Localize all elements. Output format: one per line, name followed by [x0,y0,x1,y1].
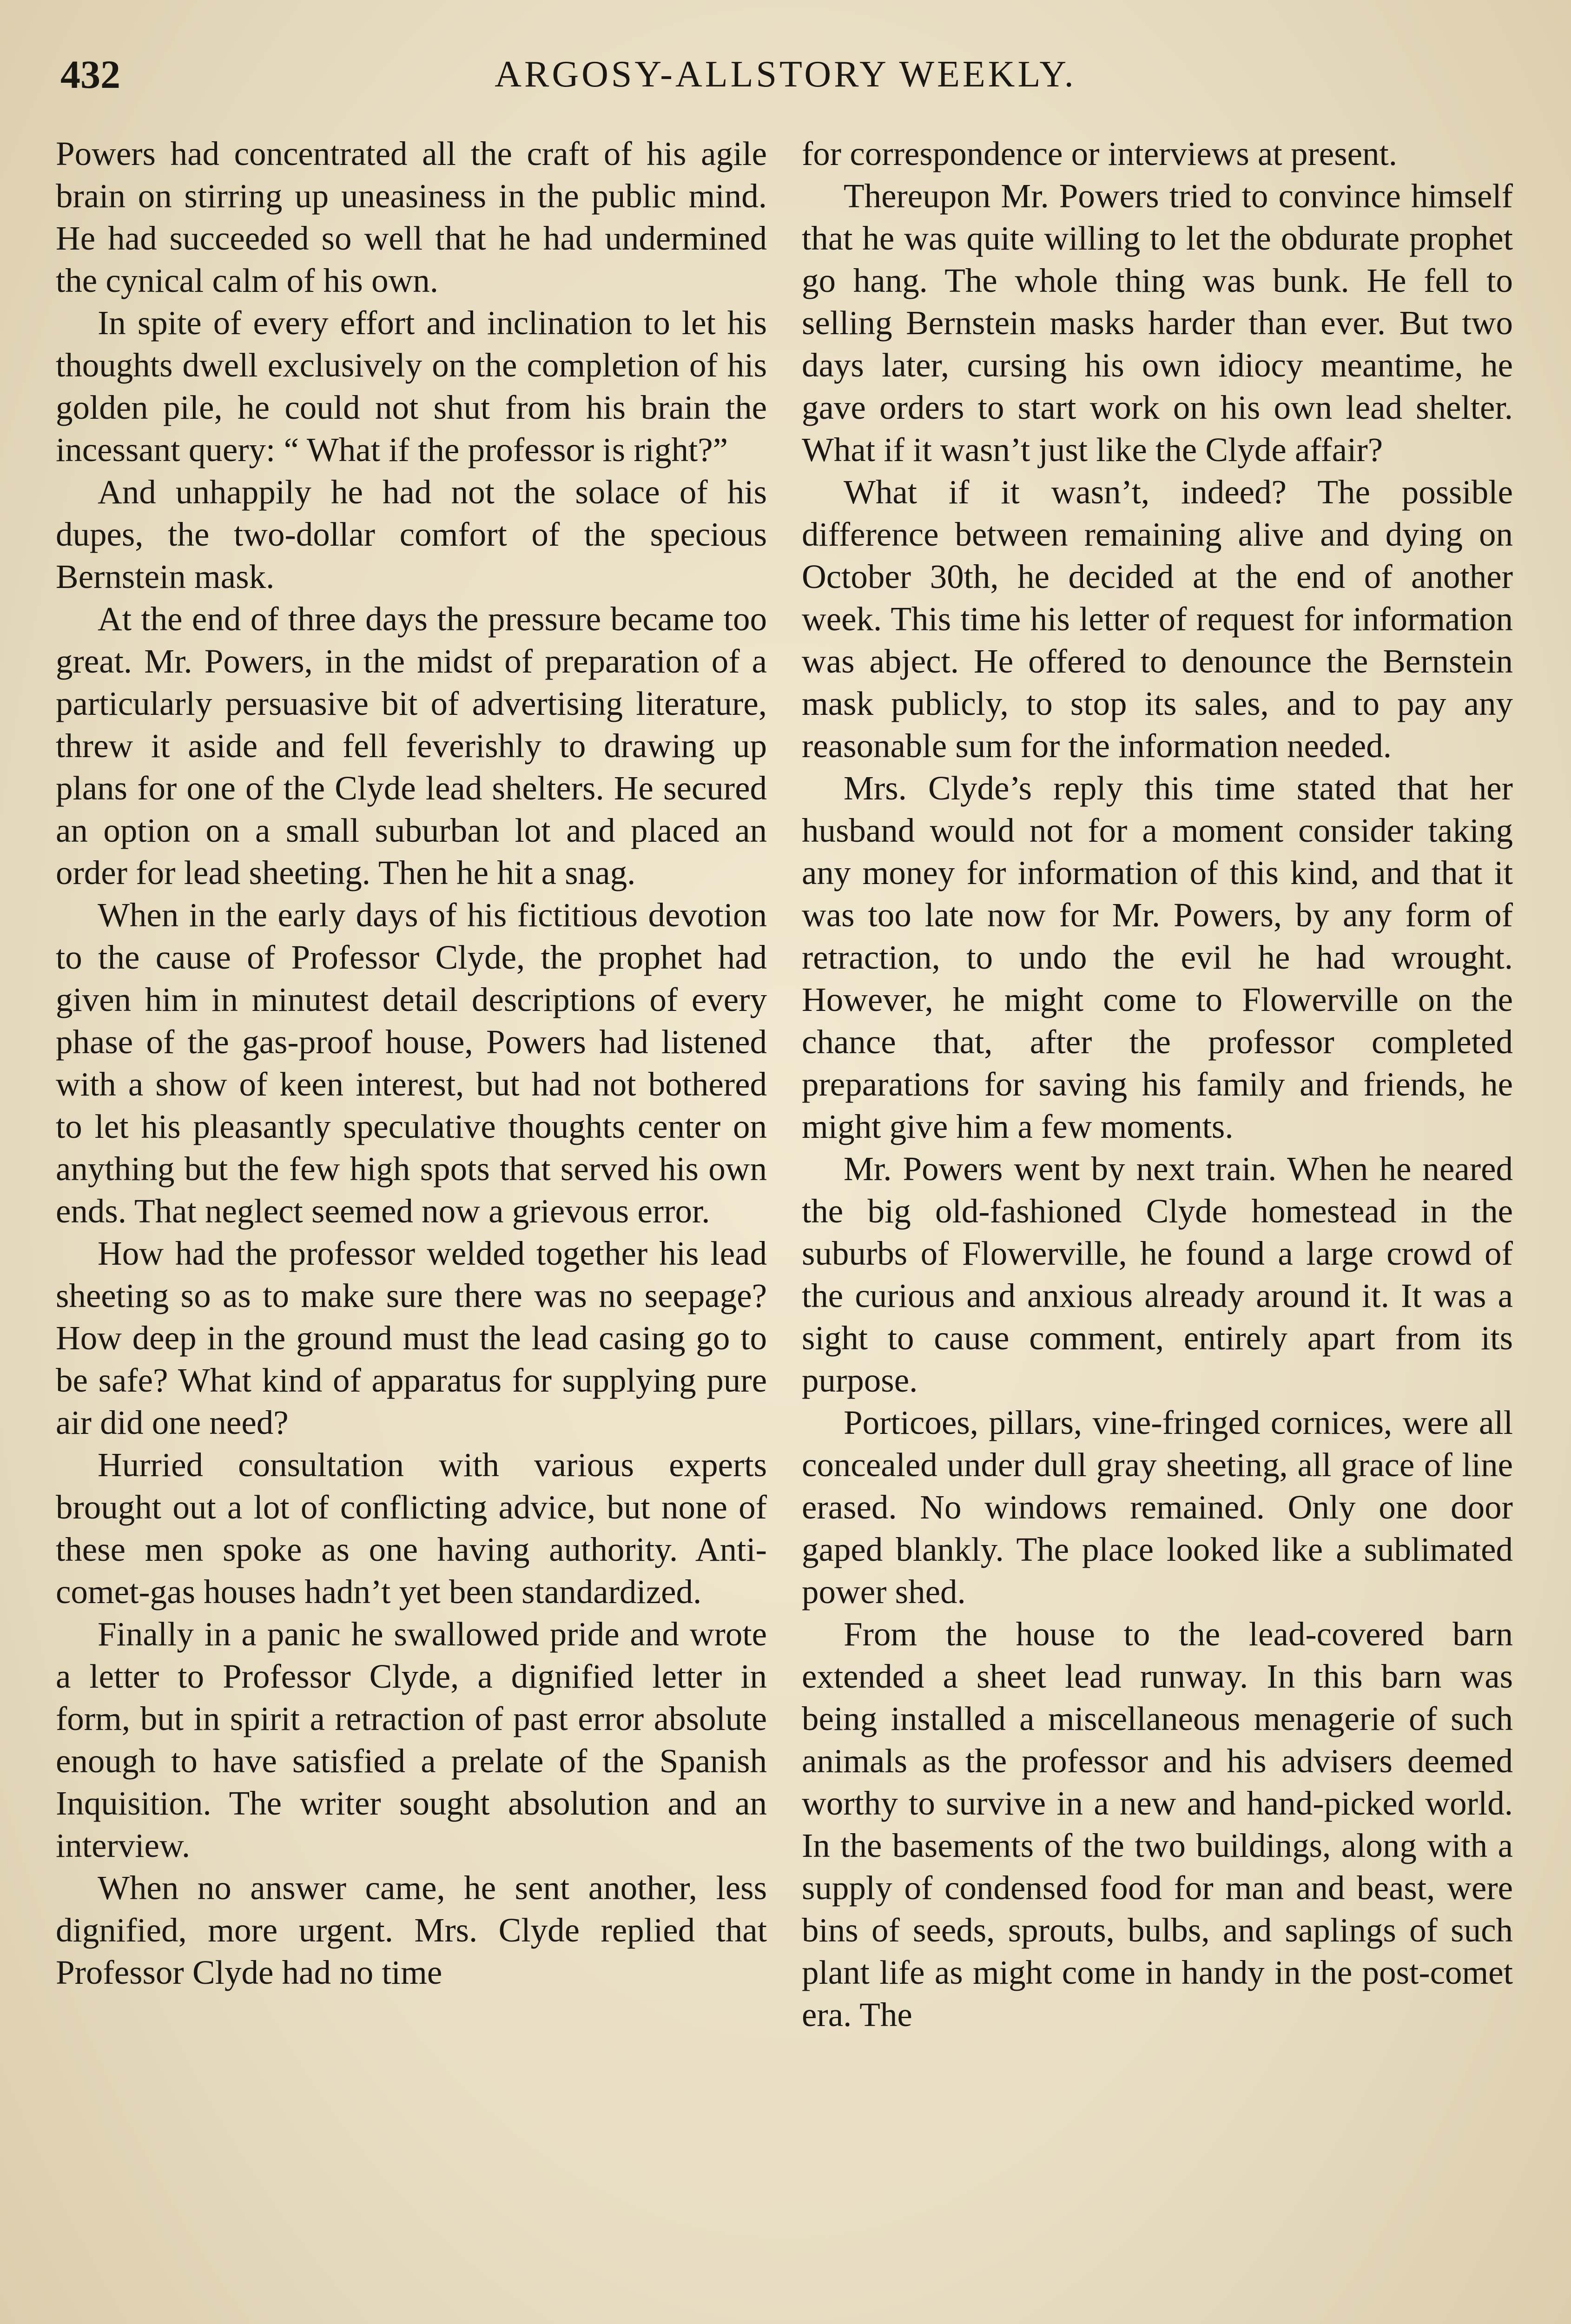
paragraph: From the house to the lead-covered barn extended a sheet lead runway. In this barn was being installed a miscellaneous menagerie of such animals as the professor and his advisers deemed worthy to survive in a new and hand-picked world. In the basements of the two buildings, along with a supply of condensed food for man and beast, were bins of seeds, sprouts, bulbs, and saplings of such plant life as might come in handy in the post-comet era. The [802,1615,1513,2034]
right-column [802,132,1513,2036]
paragraph: When no answer came, he sent another, less dignified, more urgent. Mrs. Clyde replied that Professor Clyde had no time [56,1869,767,1991]
page-number: 432 [60,52,120,97]
page-header [60,46,1511,102]
paragraph: for correspondence or interviews at present. [802,135,1398,172]
running-title: ARGOSY-ALLSTORY WEEKLY. [495,54,1076,95]
paragraph: Thereupon Mr. Powers tried to convince himself that he was quite willing to let the obdurate prophet go hang. The whole thing was bunk. He fell to selling Bernstein masks harder than ever. But two days later, cursing his own idiocy meantime, he gave orders to start work on his own lead shelter. What if it wasn’t just like the Clyde affair? [802,177,1513,469]
paragraph: Finally in a panic he swallowed pride and wrote a letter to Professor Clyde, a dignified letter in form, but in spirit a retraction of past error absolute enough to have satisfied a prelate of the Spanish Inquisition. The writer sought absolution and an interview. [56,1615,767,1864]
left-column [56,132,767,1994]
paragraph: Mr. Powers went by next train. When he neared the big old-fashioned Clyde homestead in the suburbs of Flowerville, he found a large crowd of the curious and anxious already around it. It was a sight to cause comment, entirely apart from its purpose. [802,1150,1513,1399]
paragraph: Mrs. Clyde’s reply this time stated that her husband would not for a moment consider taking any money for information of this kind, and that it was too late now for Mr. Powers, by any form of retraction, to undo the evil he had wrought. However, he might come to Flowerville on the chance that, after the professor completed preparations for saving his family and friends, he might give him a few moments. [802,769,1513,1145]
paragraph: Porticoes, pillars, vine-fringed cornices, were all concealed under dull gray sheeting, all grace of line erased. No windows remained. Only one door gaped blankly. The place looked like a sublimated power shed. [802,1404,1513,1611]
paragraph: Hurried consultation with various experts brought out a lot of conflicting advice, but none of these men spoke as one having authority. Anti-comet-gas houses hadn’t yet been standardized. [56,1446,767,1611]
paragraph: At the end of three days the pressure became too great. Mr. Powers, in the midst of preparation of a particularly persuasive bit of advertising literature, threw it aside and fell feverishly to drawing up plans for one of the Clyde lead shelters. He secured an option on a small suburban lot and placed an order for lead sheeting. Then he hit a snag. [56,600,767,891]
paragraph: In spite of every effort and inclination to let his thoughts dwell exclusively on the completion of his golden pile, he could not shut from his brain the incessant query: “ What if the professor is right?” [56,304,767,469]
paragraph: What if it wasn’t, indeed? The possible difference between remaining alive and dying on October 30th, he decided at the end of another week. This time his letter of request for information was abject. He offered to denounce the Bernstein mask publicly, to stop its sales, and to pay any reasonable sum for the information needed. [802,473,1513,765]
paragraph: Powers had concentrated all the craft of his agile brain on stirring up uneasiness in the public mind. He had succeeded so well that he had undermined the cynical calm of his own. [56,135,767,299]
paragraph: When in the early days of his fictitious devotion to the cause of Professor Clyde, the prophet had given him in minutest detail descriptions of every phase of the gas-proof house, Powers had listened with a show of keen interest, but had not bothered to let his pleasantly speculative thoughts center on anything but the few high spots that served his own ends. That neglect seemed now a grievous error. [56,896,767,1230]
paragraph: And unhappily he had not the solace of his dupes, the two-dollar comfort of the specious Bernstein mask. [56,473,767,595]
paragraph: How had the professor welded together his lead sheeting so as to make sure there was no seepage? How deep in the ground must the lead casing go to be safe? What kind of apparatus for supplying pure air did one need? [56,1235,767,1441]
